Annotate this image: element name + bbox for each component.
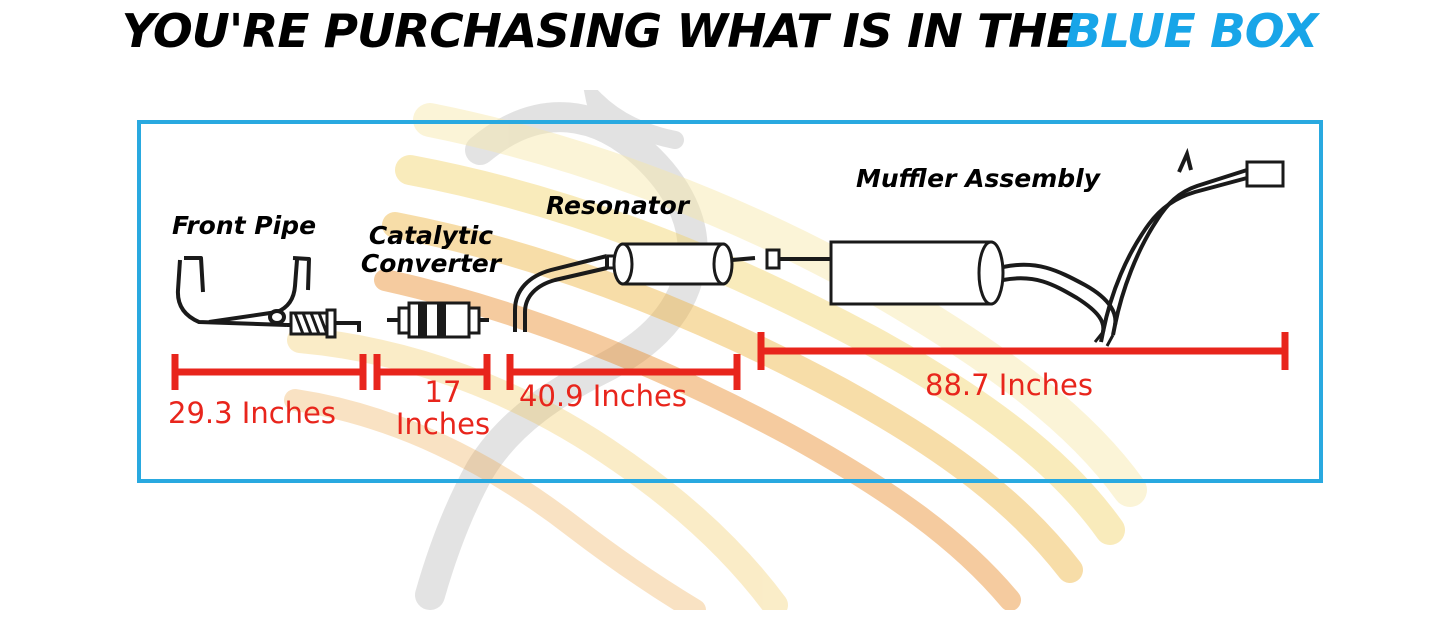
measurement-label-resonator: 40.9 Inches xyxy=(519,379,687,413)
catalytic-converter-graphic xyxy=(387,303,489,337)
headline-accent-text: BLUE BOX xyxy=(1065,4,1317,58)
measurement-label-front-pipe: 29.3 Inches xyxy=(168,396,336,430)
measurement-bar-muffler-assembly xyxy=(761,332,1285,370)
measurement-label-muffler-assembly: 88.7 Inches xyxy=(925,368,1093,402)
part-label-front-pipe: Front Pipe xyxy=(172,211,317,240)
resonator-graphic xyxy=(515,256,607,332)
front-pipe-flex-joint xyxy=(291,310,359,337)
measurement-bar-front-pipe xyxy=(175,354,363,390)
headline-primary-text: YOU'RE PURCHASING WHAT IS IN THE xyxy=(121,4,1078,58)
part-label-catalytic-converter: Catalytic Converter xyxy=(360,221,502,278)
headline-banner xyxy=(0,0,1445,62)
resonator-body xyxy=(607,244,755,284)
measurement-label-catalytic-converter: 17 Inches xyxy=(395,375,491,441)
part-label-resonator: Resonator xyxy=(546,191,690,220)
part-label-muffler-assembly: Muffler Assembly xyxy=(856,164,1101,193)
